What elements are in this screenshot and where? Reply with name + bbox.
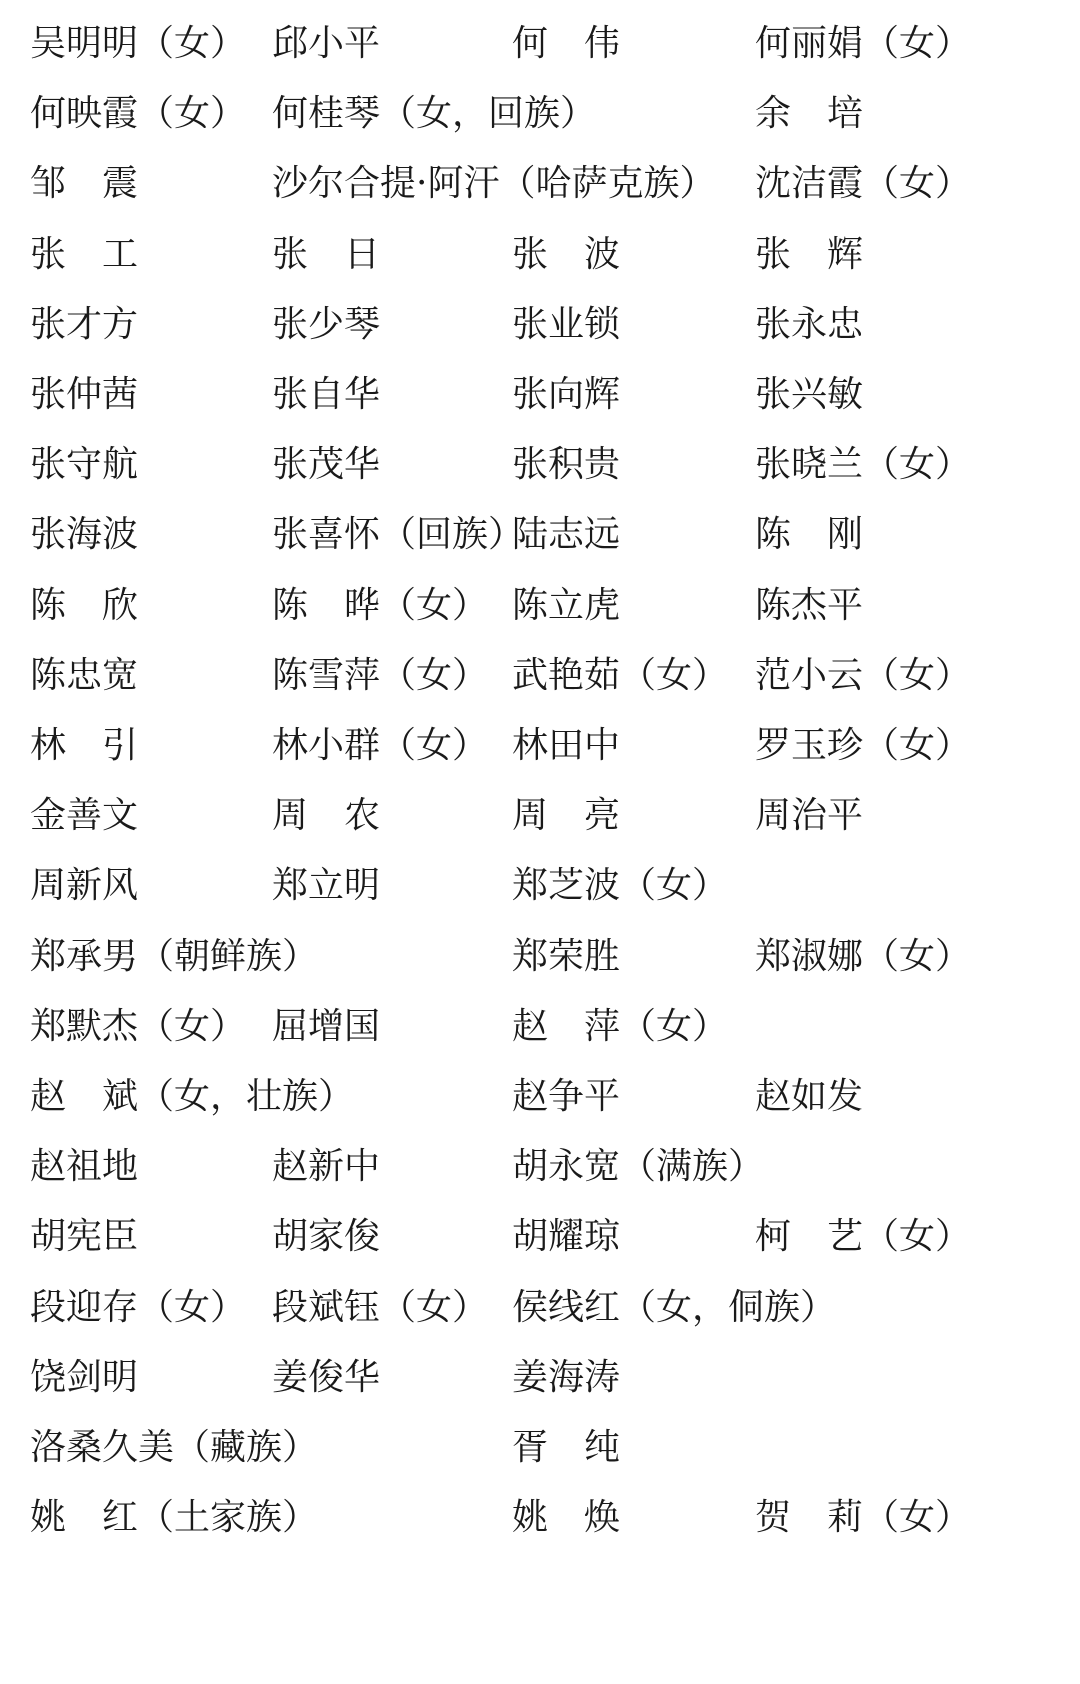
name-entry: 张积贵 [512,444,621,486]
name-entry: 吴明明（女） [30,23,247,64]
name-row [0,435,1080,495]
name-entry: 赵 萍（女） [512,1005,729,1047]
name-entry: 屈增国 [272,1005,381,1047]
name-entry: 陈杰平 [755,584,864,626]
name-entry: 姜俊华 [272,1356,381,1398]
name-entry: 张业锁 [512,303,621,345]
name-entry: 余 培 [755,93,864,135]
name-entry: 张才方 [30,303,139,345]
name-row [0,505,1080,565]
name-entry: 范小云（女） [755,654,972,696]
name-row [0,1348,1080,1408]
name-entry: 郑默杰（女） [30,1005,247,1047]
name-entry: 陈立虎 [512,584,621,626]
name-entry: 金善文 [30,795,139,837]
name-entry: 陈 欣 [30,584,139,626]
name-row [0,856,1080,916]
name-entry: 郑淑娜（女） [755,935,972,977]
name-entry: 周 农 [272,795,381,837]
name-row [0,1418,1080,1478]
name-entry: 胡家俊 [272,1216,381,1258]
name-entry: 沈洁霞（女） [755,163,972,205]
name-entry: 胡耀琼 [512,1216,621,1258]
name-entry: 胡永宽（满族） [512,1146,765,1188]
name-entry: 段斌钰（女） [272,1286,489,1328]
name-row [0,1278,1080,1338]
name-row [0,84,1080,144]
name-entry: 张 日 [272,233,381,275]
name-entry: 张海波 [30,514,139,556]
name-entry: 胡宪臣 [30,1216,139,1258]
name-entry: 张自华 [272,374,381,415]
name-entry: 武艳茹（女） [512,654,729,696]
name-entry: 饶剑明 [30,1356,139,1398]
name-entry: 张茂华 [272,444,381,486]
name-entry: 柯 艺（女） [755,1216,972,1258]
name-entry: 郑立明 [272,865,381,907]
name-entry: 洛桑久美（藏族） [30,1427,319,1468]
name-row [0,1207,1080,1267]
name-row [0,997,1080,1057]
name-row [0,1137,1080,1197]
name-row [0,295,1080,355]
name-entry: 陈 刚 [755,514,864,556]
name-entry: 郑承男（朝鲜族） [30,935,319,977]
name-row [0,716,1080,776]
name-entry: 沙尔合提·阿汗（哈萨克族） [272,163,716,205]
name-entry: 张 波 [512,233,621,275]
name-row [0,154,1080,214]
name-row [0,14,1080,74]
name-entry: 侯线红（女，侗族） [512,1286,837,1328]
name-entry: 姚 焕 [512,1497,621,1539]
name-row [0,365,1080,425]
name-entry: 姜海涛 [512,1356,621,1398]
name-row [0,786,1080,846]
name-entry: 张 工 [30,233,139,275]
name-entry: 周治平 [755,795,864,837]
name-entry: 姚 红（土家族） [30,1497,319,1539]
name-entry: 周 亮 [512,795,621,837]
name-entry: 张 辉 [755,233,864,275]
name-row [0,225,1080,285]
name-entry: 陆志远 [512,514,621,556]
name-entry: 胥 纯 [512,1427,621,1468]
name-row [0,646,1080,706]
name-entry: 张晓兰（女） [755,444,972,486]
name-entry: 何 伟 [512,23,621,64]
name-entry: 赵争平 [512,1076,621,1117]
name-entry: 何桂琴（女，回族） [272,93,597,135]
name-entry: 林 引 [30,725,139,766]
name-entry: 陈忠宽 [30,654,139,696]
name-entry: 罗玉珍（女） [755,725,972,766]
name-entry: 张永忠 [755,303,864,345]
name-entry: 张喜怀（回族） [272,514,525,556]
name-entry: 陈 晔（女） [272,584,489,626]
name-entry: 赵 斌（女，壮族） [30,1076,355,1117]
name-entry: 张向辉 [512,374,621,415]
name-entry: 何映霞（女） [30,93,247,135]
name-entry: 张兴敏 [755,374,864,415]
name-entry: 周新风 [30,865,139,907]
name-entry: 何丽娟（女） [755,23,972,64]
name-entry: 贺 莉（女） [755,1497,972,1539]
name-row [0,927,1080,987]
name-entry: 张少琴 [272,303,381,345]
name-entry: 赵祖地 [30,1146,139,1188]
name-entry: 段迎存（女） [30,1286,247,1328]
name-entry: 林田中 [512,725,621,766]
name-entry: 郑荣胜 [512,935,621,977]
name-row [0,576,1080,636]
name-entry: 林小群（女） [272,725,489,766]
name-entry: 赵新中 [272,1146,381,1188]
name-entry: 张守航 [30,444,139,486]
name-entry: 陈雪萍（女） [272,654,489,696]
name-entry: 张仲茜 [30,374,139,415]
name-row [0,1488,1080,1548]
name-entry: 邱小平 [272,23,381,64]
name-entry: 郑芝波（女） [512,865,729,907]
name-entry: 邹 震 [30,163,139,205]
name-row [0,1067,1080,1127]
name-entry: 赵如发 [755,1076,864,1117]
